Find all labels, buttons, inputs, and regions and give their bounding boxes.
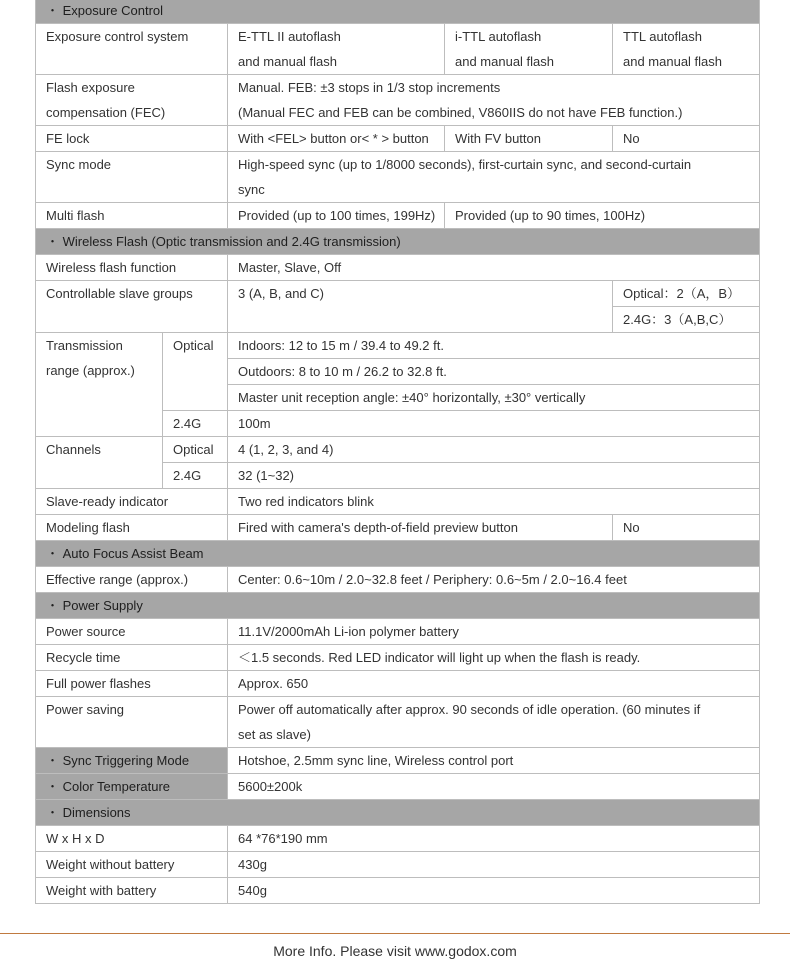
row-label: Controllable slave groups [36, 281, 228, 333]
cell-value: Provided (up to 100 times, 199Hz) [228, 203, 445, 229]
table-row [36, 722, 760, 748]
cell-value: E-TTL II autoflash [228, 24, 445, 50]
cell-value: Indoors: 12 to 15 m / 39.4 to 49.2 ft. [228, 333, 760, 359]
table-row [36, 437, 760, 463]
row-label-cont [36, 49, 228, 75]
table-row [36, 852, 760, 878]
sub-label: Optical [163, 333, 228, 411]
cell-value: 2.4G：3（A,B,C） [613, 307, 760, 333]
section-header-power [36, 593, 760, 619]
table-row [36, 697, 760, 723]
cell-value: Outdoors: 8 to 10 m / 26.2 to 32.8 ft. [228, 359, 760, 385]
cell-value: Provided (up to 90 times, 100Hz) [445, 203, 760, 229]
row-label-cont [36, 177, 228, 203]
row-label: Full power flashes [36, 671, 228, 697]
table-row [36, 24, 760, 50]
cell-value: ＜1.5 seconds. Red LED indicator will light up when the flash is ready. [228, 645, 760, 671]
sub-label: 2.4G [163, 411, 228, 437]
cell-value: Master, Slave, Off [228, 255, 760, 281]
table-row [36, 671, 760, 697]
table-row [36, 489, 760, 515]
cell-value: Optical：2（A，B） [613, 281, 760, 307]
cell-value: With FV button [445, 126, 613, 152]
table-row [36, 333, 760, 359]
row-label: Flash exposure [36, 75, 228, 101]
section-title: ・ Color Temperature [36, 774, 228, 800]
row-label: Sync mode [36, 152, 228, 178]
table-row [36, 774, 760, 800]
table-row [36, 645, 760, 671]
table-row [36, 826, 760, 852]
cell-value: TTL autoflash [613, 24, 760, 50]
row-label: Modeling flash [36, 515, 228, 541]
section-title: ・ Power Supply [36, 593, 760, 619]
cell-value: and manual flash [228, 49, 445, 75]
row-label: FE lock [36, 126, 228, 152]
table-row [36, 281, 760, 307]
sub-label: 2.4G [163, 463, 228, 489]
table-row [36, 748, 760, 774]
table-row [36, 49, 760, 75]
footer-divider [0, 933, 790, 934]
cell-value: High-speed sync (up to 1/8000 seconds), first-curtain sync, and second-curtain [228, 152, 760, 178]
section-title: ・ Exposure Control [36, 0, 760, 24]
cell-value: No [613, 126, 760, 152]
section-title: ・ Auto Focus Assist Beam [36, 541, 760, 567]
row-label: Wireless flash function [36, 255, 228, 281]
row-label: Weight with battery [36, 878, 228, 904]
row-label-cont [36, 722, 228, 748]
cell-value: 540g [228, 878, 760, 904]
table-row [36, 878, 760, 904]
row-label: Weight without battery [36, 852, 228, 878]
row-label-line: Transmission [46, 338, 123, 353]
table-row [36, 619, 760, 645]
cell-value: 32 (1~32) [228, 463, 760, 489]
table-row [36, 75, 760, 101]
cell-value: Hotshoe, 2.5mm sync line, Wireless control port [228, 748, 760, 774]
cell-value: and manual flash [613, 49, 760, 75]
cell-value: 430g [228, 852, 760, 878]
section-header-wireless [36, 229, 760, 255]
section-header-dimensions [36, 800, 760, 826]
cell-value: Power off automatically after approx. 90 seconds of idle operation. (60 minutes if [228, 697, 760, 723]
section-title: ・ Wireless Flash (Optic transmission and 2.4G transmission) [36, 229, 760, 255]
cell-value: Manual. FEB: ±3 stops in 1/3 stop increments [228, 75, 760, 101]
cell-value: i-TTL autoflash [445, 24, 613, 50]
cell-value: Approx. 650 [228, 671, 760, 697]
sub-label: Optical [163, 437, 228, 463]
table-row [36, 152, 760, 178]
table-row [36, 100, 760, 126]
row-label: Power source [36, 619, 228, 645]
table-row [36, 177, 760, 203]
row-label: W x H x D [36, 826, 228, 852]
cell-value: 100m [228, 411, 760, 437]
row-label-line: range (approx.) [46, 363, 135, 378]
spec-table-container [35, 0, 759, 904]
cell-value: 3 (A, B, and C) [228, 281, 613, 333]
cell-value: and manual flash [445, 49, 613, 75]
row-label: Channels [36, 437, 163, 489]
section-header-af [36, 541, 760, 567]
cell-value: (Manual FEC and FEB can be combined, V860IIS do not have FEB function.) [228, 100, 760, 126]
row-label: Recycle time [36, 645, 228, 671]
row-label: Multi flash [36, 203, 228, 229]
row-label: Effective range (approx.) [36, 567, 228, 593]
table-row [36, 515, 760, 541]
section-title: ・ Sync Triggering Mode [36, 748, 228, 774]
cell-value: 64 *76*190 mm [228, 826, 760, 852]
cell-value: sync [228, 177, 760, 203]
spec-table [35, 0, 760, 904]
table-row [36, 203, 760, 229]
footer-text: More Info. Please visit www.godox.com [273, 943, 517, 959]
row-label: compensation (FEC) [36, 100, 228, 126]
cell-value: Master unit reception angle: ±40° horizontally, ±30° vertically [228, 385, 760, 411]
cell-value: 4 (1, 2, 3, and 4) [228, 437, 760, 463]
cell-value: Center: 0.6~10m / 2.0~32.8 feet / Periphery: 0.6~5m / 2.0~16.4 feet [228, 567, 760, 593]
table-row [36, 567, 760, 593]
cell-value: No [613, 515, 760, 541]
cell-value: 5600±200k [228, 774, 760, 800]
cell-value: 11.1V/2000mAh Li-ion polymer battery [228, 619, 760, 645]
row-label [36, 333, 163, 437]
cell-value: Two red indicators blink [228, 489, 760, 515]
cell-value: With <FEL> button or< * > button [228, 126, 445, 152]
cell-value: Fired with camera's depth-of-field preview button [228, 515, 613, 541]
section-header-exposure [36, 0, 760, 24]
row-label: Exposure control system [36, 24, 228, 50]
table-row [36, 255, 760, 281]
row-label: Slave-ready indicator [36, 489, 228, 515]
section-title: ・ Dimensions [36, 800, 760, 826]
table-row [36, 126, 760, 152]
cell-value: set as slave) [228, 722, 760, 748]
row-label: Power saving [36, 697, 228, 723]
